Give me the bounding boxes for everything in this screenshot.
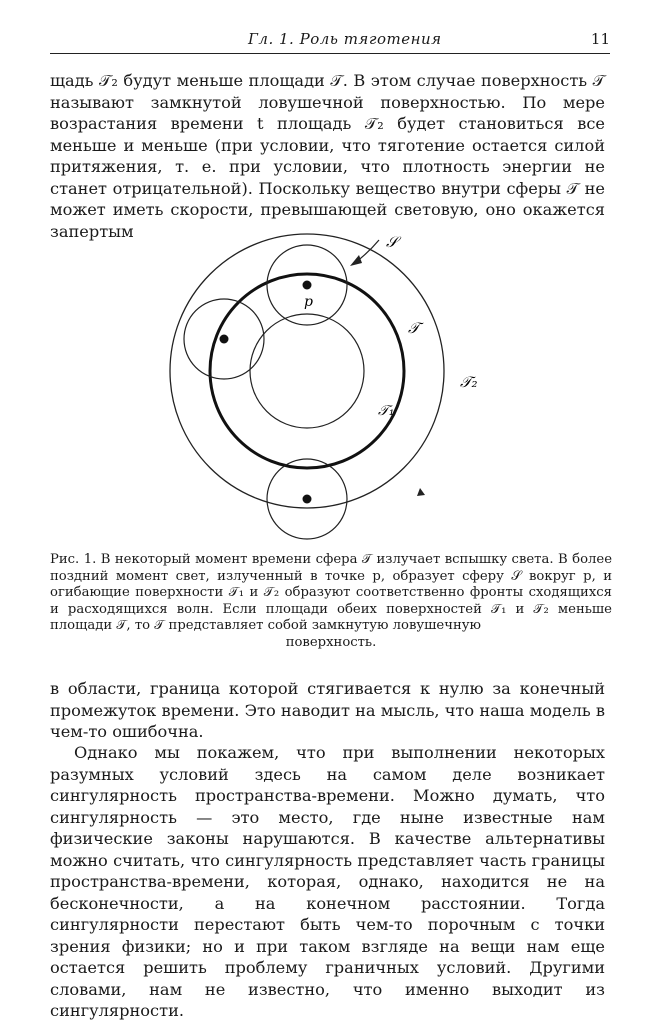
caption-last-line: поверхность. [285, 634, 377, 650]
label-t1: 𝒯₁ [378, 403, 395, 419]
header-rule [50, 53, 610, 54]
figure-caption [50, 552, 612, 651]
paragraph-main: Однако мы покажем, что при выполнении некоторых разумных условий здесь на самом деле возникает сингулярность пространства-времени. Можно думать, что сингулярность — это место, где ныне известные нам физические законы нарушаются. В качестве альтернативы можно считать, что сингулярность представляет часть границы пространства-времени, которая, однако, находится не на бесконечности, а на конечном расстоянии. Тогда сингулярности перестают быть чем-то порочным с точки зрения физики; но и при таком взгляде на вещи нам еще остается решить проблему граничных условий. Другими словами, нам не известно, что именно выходит из сингулярности. [50, 743, 605, 1020]
chapter-title: Гл. 1. Роль тяготения [248, 30, 442, 48]
point-bottom [303, 495, 312, 504]
arrow-head-s [350, 255, 362, 266]
figure-1 [160, 222, 500, 544]
label-p: p [304, 294, 313, 310]
sphere-t1-circle [250, 314, 364, 428]
running-header [50, 28, 610, 54]
point-left [220, 335, 229, 344]
figure-diagram [160, 222, 500, 544]
label-t: 𝒯 [408, 319, 420, 337]
arrow-mark-t2 [417, 488, 425, 496]
point-p [303, 281, 312, 290]
caption-text: Рис. 1. В некоторый момент времени сфера 𝒯 излучает вспышку света. В более поздний момент свет, излученный в точке p, образует сферу 𝒮 вокруг p, и огибающие поверхности 𝒯₁ и 𝒯₂ образуют соответственно фронты сходящихся и расходящихся волн. Если площади обеих поверхностей 𝒯₁ и 𝒯₂ меньше площади 𝒯, то 𝒯 представляет собой замкнутую ловушечную [50, 552, 612, 633]
label-s: 𝒮 [386, 233, 398, 251]
paragraph-continued: в области, граница которой стягивается к нулю за конечный промежуток времени. Это наводит на мысль, что наша модель в чем-то ошибочна. [50, 679, 605, 741]
page-number: 11 [590, 30, 610, 48]
paragraph-top: щадь 𝒯₂ будут меньше площади 𝒯. В этом случае поверхность 𝒯 называют замкнутой ловушечной поверхностью. По мере возрастания времени t площадь 𝒯₂ будет становиться все меньше и меньше (при условии, что тяготение остается силой притяжения, т. е. при условии, что плотность энергии не станет отрицательной). Поскольку вещество внутри сферы 𝒯 не может иметь скорости, превышающей световую, оно окажется запертым [50, 71, 605, 241]
label-t2: 𝒯₂ [460, 373, 478, 391]
